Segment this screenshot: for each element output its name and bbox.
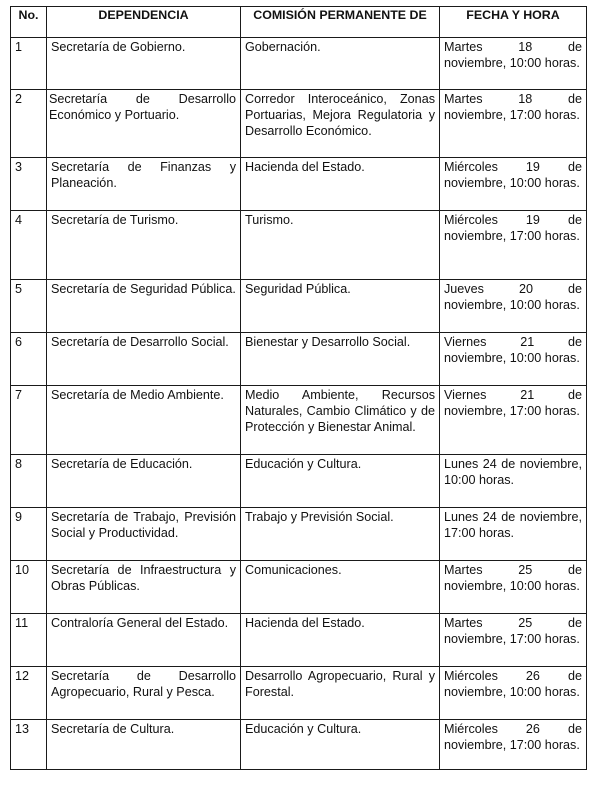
cell-comision: Hacienda del Estado. (241, 614, 440, 667)
cell-dependencia: Secretaría de Educación. (47, 455, 241, 508)
cell-num: 13 (11, 720, 47, 770)
cell-num: 11 (11, 614, 47, 667)
table-row (11, 38, 587, 90)
cell-dependencia: Secretaría de Gobierno. (47, 38, 241, 90)
cell-dependencia: Secretaría de Finanzas y Planeación. (47, 158, 241, 211)
table-row (11, 614, 587, 667)
cell-fecha: Miércoles 19 de noviembre, 17:00 horas. (440, 211, 587, 280)
cell-fecha: Miércoles 26 de noviembre, 10:00 horas. (440, 667, 587, 720)
table-header-row (11, 7, 587, 38)
cell-comision: Educación y Cultura. (241, 720, 440, 770)
cell-num: 8 (11, 455, 47, 508)
table-row (11, 333, 587, 386)
table-row (11, 211, 587, 280)
header-num: No. (11, 7, 47, 38)
cell-fecha: Viernes 21 de noviembre, 17:00 horas. (440, 386, 587, 455)
cell-comision: Medio Ambiente, Recursos Naturales, Cambio Climático y de Protección y Bienestar Animal. (241, 386, 440, 455)
cell-dependencia: Secretaría de Desarrollo Agropecuario, Rural y Pesca. (47, 667, 241, 720)
cell-fecha: Martes 25 de noviembre, 17:00 horas. (440, 614, 587, 667)
header-fecha: FECHA Y HORA (440, 7, 587, 38)
cell-fecha: Martes 18 de noviembre, 17:00 horas. (440, 90, 587, 158)
cell-fecha: Lunes 24 de noviembre, 17:00 horas. (440, 508, 587, 561)
cell-comision: Turismo. (241, 211, 440, 280)
cell-comision: Corredor Interoceánico, Zonas Portuarias, Mejora Regulatoria y Desarrollo Económico. (241, 90, 440, 158)
cell-dependencia: Secretaría de Seguridad Pública. (47, 280, 241, 333)
cell-num: 12 (11, 667, 47, 720)
cell-num: 4 (11, 211, 47, 280)
cell-dependencia: Secretaría de Desarrollo Económico y Portuario. (47, 90, 241, 158)
schedule-table (10, 6, 587, 770)
table-row (11, 280, 587, 333)
cell-comision: Gobernación. (241, 38, 440, 90)
cell-comision: Bienestar y Desarrollo Social. (241, 333, 440, 386)
table-row (11, 508, 587, 561)
cell-num: 2 (11, 90, 47, 158)
table-row (11, 667, 587, 720)
cell-comision: Desarrollo Agropecuario, Rural y Forestal. (241, 667, 440, 720)
cell-num: 3 (11, 158, 47, 211)
cell-fecha: Martes 25 de noviembre, 10:00 horas. (440, 561, 587, 614)
table-row (11, 455, 587, 508)
cell-dependencia: Secretaría de Desarrollo Social. (47, 333, 241, 386)
cell-fecha: Jueves 20 de noviembre, 10:00 horas. (440, 280, 587, 333)
cell-num: 10 (11, 561, 47, 614)
cell-comision: Hacienda del Estado. (241, 158, 440, 211)
table-row (11, 158, 587, 211)
table-row (11, 720, 587, 770)
cell-dependencia: Secretaría de Turismo. (47, 211, 241, 280)
cell-comision: Educación y Cultura. (241, 455, 440, 508)
cell-num: 7 (11, 386, 47, 455)
cell-fecha: Viernes 21 de noviembre, 10:00 horas. (440, 333, 587, 386)
cell-comision: Seguridad Pública. (241, 280, 440, 333)
cell-dependencia: Contraloría General del Estado. (47, 614, 241, 667)
table-row (11, 90, 587, 158)
cell-comision: Trabajo y Previsión Social. (241, 508, 440, 561)
cell-fecha: Lunes 24 de noviembre, 10:00 horas. (440, 455, 587, 508)
cell-dependencia: Secretaría de Medio Ambiente. (47, 386, 241, 455)
table-row (11, 561, 587, 614)
cell-fecha: Miércoles 26 de noviembre, 17:00 horas. (440, 720, 587, 770)
cell-dependencia: Secretaría de Infraestructura y Obras Públicas. (47, 561, 241, 614)
cell-num: 9 (11, 508, 47, 561)
cell-fecha: Martes 18 de noviembre, 10:00 horas. (440, 38, 587, 90)
header-dependencia: DEPENDENCIA (47, 7, 241, 38)
cell-fecha: Miércoles 19 de noviembre, 10:00 horas. (440, 158, 587, 211)
table-row (11, 386, 587, 455)
header-comision: COMISIÓN PERMANENTE DE (241, 7, 440, 38)
cell-dependencia: Secretaría de Trabajo, Previsión Social y Productividad. (47, 508, 241, 561)
cell-num: 5 (11, 280, 47, 333)
cell-num: 1 (11, 38, 47, 90)
cell-num: 6 (11, 333, 47, 386)
cell-comision: Comunicaciones. (241, 561, 440, 614)
cell-dependencia: Secretaría de Cultura. (47, 720, 241, 770)
